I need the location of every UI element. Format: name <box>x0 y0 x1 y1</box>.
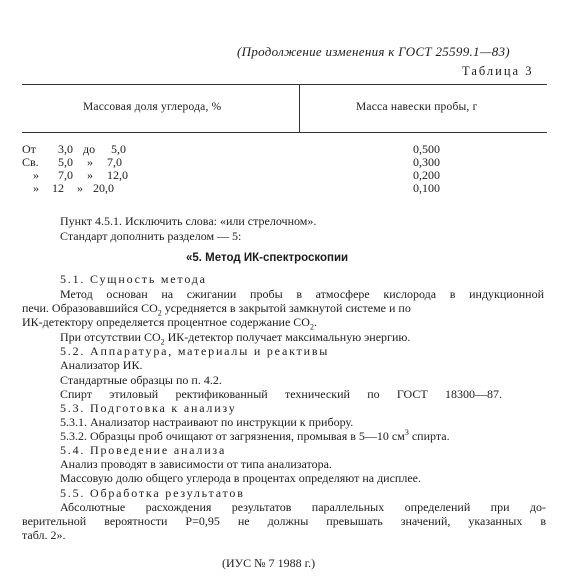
text-5-1-line2 <box>22 301 411 316</box>
table-top-rule <box>22 84 547 85</box>
row-to: 12,0 <box>107 168 128 182</box>
table-label: Таблица 3 <box>462 64 534 78</box>
text-span: печи. Образовавшийся CO <box>22 301 158 315</box>
row-from: 3,0 <box>58 142 73 156</box>
row-mass: 0,100 <box>413 181 440 195</box>
text-5-5-line2-content: верительной вероятности P=0,95 не должны превышать значений, указанных в <box>22 514 546 528</box>
text-span: При отсутствии CO <box>60 330 161 344</box>
text-5-1-line4 <box>60 330 410 345</box>
row-sep: » <box>77 181 83 195</box>
table-col1-header: Массовая доля углерода, % <box>83 101 222 113</box>
heading-5-4: 5.4. Проведение анализа <box>60 443 227 457</box>
text-5-3-2 <box>60 429 450 444</box>
text-5-5-line2 <box>22 514 546 529</box>
footer-note: (ИУС № 7 1988 г.) <box>222 556 316 570</box>
document-header: (Продолжение изменения к ГОСТ 25599.1—83) <box>237 44 510 59</box>
table-col2-header: Масса навески пробы, г <box>356 101 478 113</box>
row-prefix: От <box>22 142 36 156</box>
row-sep: до <box>83 142 96 156</box>
table-column-divider <box>299 84 300 132</box>
subscript: 2 <box>160 337 165 347</box>
text-5-5-line1 <box>60 500 546 515</box>
section-title: «5. Метод ИК-спектроскопии <box>186 252 349 264</box>
row-mass: 0,300 <box>413 155 440 169</box>
row-to: 20,0 <box>93 181 114 195</box>
row-sep: » <box>87 155 93 169</box>
text-5-1-line3 <box>22 315 317 330</box>
row-to: 5,0 <box>111 142 126 156</box>
heading-5-3: 5.3. Подготовка к анализу <box>60 401 237 415</box>
text-span: 5.3.2. Образцы проб очищают от загрязнения, промывая в 5—10 см <box>60 429 405 443</box>
heading-5-5: 5.5. Обработка результатов <box>60 486 245 500</box>
text-5-1-line1-content: Метод основан на сжигании пробы в атмосфере кислорода в индукционной <box>60 287 544 301</box>
text-5-4-line1: Анализ проводят в зависимости от типа анализатора. <box>60 457 332 471</box>
row-prefix: » <box>33 168 39 182</box>
text-span: усредняется в закрытой замкнутой системе и по <box>161 301 411 315</box>
text-5-4-line2: Массовую долю общего углерода в процентах определяют на дисплее. <box>60 471 421 485</box>
text-5-5-line1-content: Абсолютные расхождения результатов параллельных определений при до- <box>60 500 546 514</box>
text-5-2-line3-content: Спирт этиловый ректификованный технический по ГОСТ 18300—87. <box>60 387 502 401</box>
paragraph-4-5-1: Пункт 4.5.1. Исключить слова: «или стрелочном». <box>60 214 317 228</box>
superscript: 3 <box>404 428 409 437</box>
row-from: 12 <box>52 181 64 195</box>
text-span: спирта. <box>408 429 450 443</box>
heading-5-2: 5.2. Аппаратура, материалы и реактивы <box>60 344 330 358</box>
text-5-5-line3: табл. 2». <box>22 528 66 542</box>
row-prefix: Св. <box>22 155 39 169</box>
row-sep: » <box>87 168 93 182</box>
row-from: 7,0 <box>58 168 73 182</box>
paragraph-add-section: Стандарт дополнить разделом — 5: <box>60 229 242 243</box>
text-span: ИК-детектору определяется процентное содержание CO <box>22 315 310 329</box>
row-prefix: » <box>33 181 39 195</box>
text-5-2-line1: Анализатор ИК. <box>60 358 143 372</box>
row-to: 7,0 <box>107 155 122 169</box>
subscript: 2 <box>157 308 162 318</box>
text-5-2-line3 <box>60 387 502 402</box>
row-mass: 0,200 <box>413 168 440 182</box>
heading-5-1: 5.1. Сущность метода <box>60 272 207 286</box>
text-5-3-1: 5.3.1. Анализатор настраивают по инструкции к прибору. <box>60 415 354 429</box>
text-span: ИК-детектор получает максимальную энергию. <box>164 330 411 344</box>
row-mass: 0,500 <box>413 142 440 156</box>
table-header-rule <box>22 132 547 133</box>
text-5-1-line1 <box>60 287 544 302</box>
row-from: 5,0 <box>58 155 73 169</box>
text-span: . <box>313 315 317 329</box>
subscript: 2 <box>309 322 314 332</box>
text-5-2-line2: Стандартные образцы по п. 4.2. <box>60 373 222 387</box>
